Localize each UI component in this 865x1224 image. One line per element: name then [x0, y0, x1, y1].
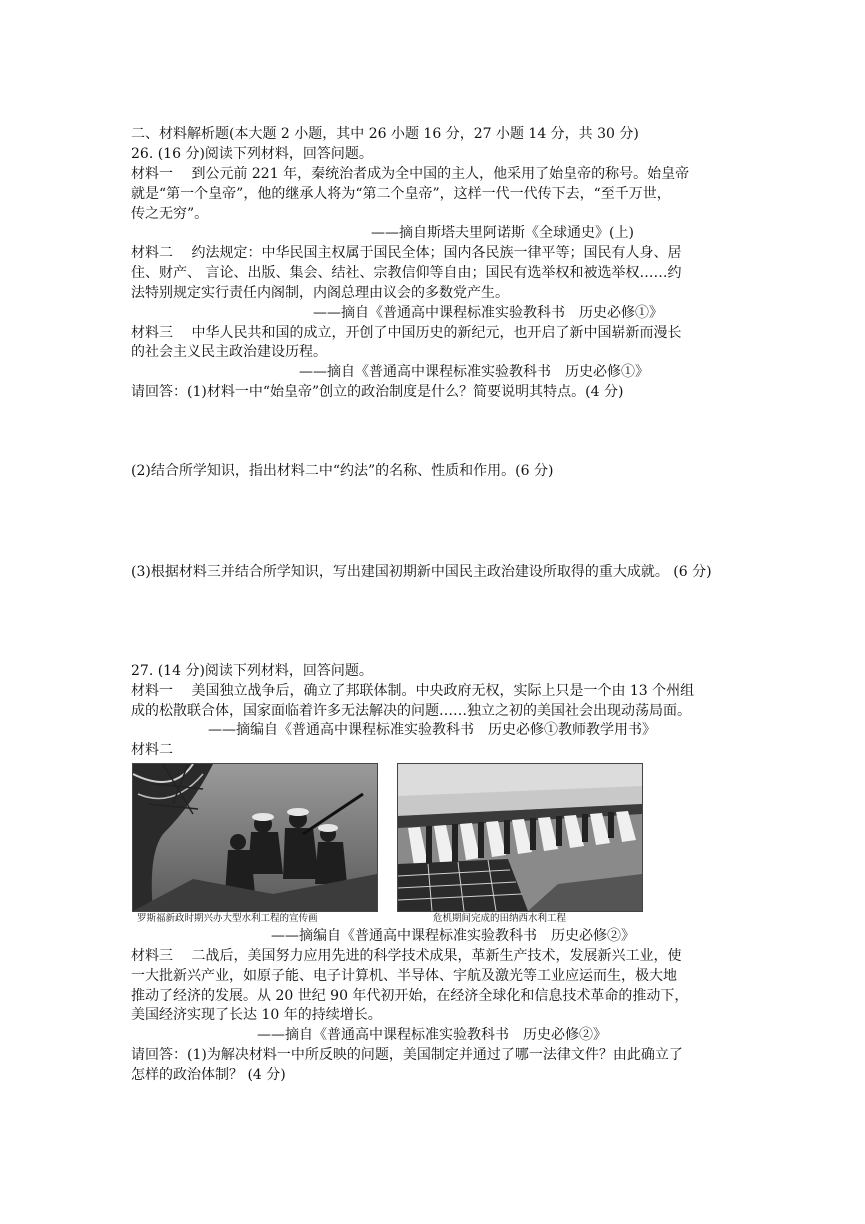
- q27-material3-line: 推动了经济的发展。从 20 世纪 90 年代初开始，在经济全球化和信息技术革命的推动下，: [131, 988, 689, 1004]
- q26-question-2: (2)结合所学知识，指出材料二中“约法”的名称、性质和作用。(6 分): [131, 463, 554, 479]
- left-image-caption: 罗斯福新政时期兴办大型水利工程的宣传画: [137, 913, 318, 924]
- q26-question-3: (3)根据材料三并结合所学知识，写出建国初期新中国民主政治建设所取得的重大成就。 (6 分): [131, 564, 712, 580]
- q26-material2-source: ——摘自《普通高中课程标准实验教科书 历史必修①》: [313, 305, 663, 321]
- q26-material3-source: ——摘自《普通高中课程标准实验教科书 历史必修①》: [299, 364, 649, 380]
- q26-material2-line: 材料二 约法规定：中华民国主权属于国民全体；国内各民族一律平等；国民有人身、居: [131, 245, 682, 261]
- q26-material3-line: 材料三 中华人民共和国的成立，开创了中国历史的新纪元，也开启了新中国崭新而漫长: [131, 325, 682, 341]
- q26-material1-line: 传之无穷”。: [131, 206, 209, 222]
- q27-intro: 27. (14 分)阅读下列材料，回答问题。: [131, 663, 373, 679]
- q27-material2-source: ——摘编自《普通高中课程标准实验教科书 历史必修②》: [271, 928, 635, 944]
- q27-material2-label: 材料二: [131, 742, 173, 758]
- q27-material3-line: 材料三 二战后，美国努力应用先进的科学技术成果，革新生产技术，发展新兴工业，使: [131, 948, 682, 964]
- tennessee-dam-image: [397, 763, 643, 912]
- q27-material1-line: 成的松散联合体，国家面临着许多无法解决的问题……独立之初的美国社会出现动荡局面。: [131, 703, 691, 719]
- q27-material1-source: ——摘编自《普通高中课程标准实验教科书 历史必修①教师教学用书》: [208, 722, 656, 738]
- q27-material3-line: 美国经济实现了长达 10 年的持续增长。: [131, 1007, 382, 1023]
- q27-material3-line: 一大批新兴产业，如原子能、电子计算机、半导体、宇航及激光等工业应运而生，极大地: [131, 968, 677, 984]
- q26-material2-line: 住、财产、 言论、出版、集会、结社、宗教信仰等自由；国民有选举权和被选举权……约: [131, 265, 682, 281]
- q27-question-1-line: 怎样的政治体制？ (4 分): [131, 1067, 286, 1083]
- q26-material1-line: 材料一 到公元前 221 年，秦统治者成为全中国的主人，他采用了始皇帝的称号。始皇帝: [131, 166, 690, 182]
- right-image-caption: 危机期间完成的田纳西水利工程: [433, 913, 567, 924]
- q27-material3-source: ——摘自《普通高中课程标准实验教科书 历史必修②》: [257, 1027, 607, 1043]
- q27-material1-line: 材料一 美国独立战争后，确立了邦联体制。中央政府无权，实际上只是一个由 13 个州组: [131, 683, 695, 699]
- q27-question-1-line: 请回答：(1)为解决材料一中所反映的问题，美国制定并通过了哪一法律文件？由此确立了: [131, 1047, 683, 1063]
- q26-material1-source: ——摘自斯塔夫里阿诺斯《全球通史》(上): [371, 225, 634, 241]
- propaganda-poster-image: [132, 763, 378, 912]
- section-title: 二、材料解析题(本大题 2 小题，其中 26 小题 16 分，27 小题 14 分，共 30 分): [131, 126, 639, 142]
- q26-material1-line: 就是“第一个皇帝”，他的继承人将为“第二个皇帝”，这样一代一代传下去，“至千万世，: [131, 186, 671, 202]
- q26-material2-line: 法特别规定实行责任内阁制，内阁总理由议会的多数党产生。: [131, 285, 509, 301]
- q26-intro: 26. (16 分)阅读下列材料，回答问题。: [131, 146, 373, 162]
- q26-question-1: 请回答：(1)材料一中“始皇帝”创立的政治制度是什么？简要说明其特点。(4 分): [131, 384, 624, 400]
- q26-material3-line: 的社会主义民主政治建设历程。: [131, 344, 327, 360]
